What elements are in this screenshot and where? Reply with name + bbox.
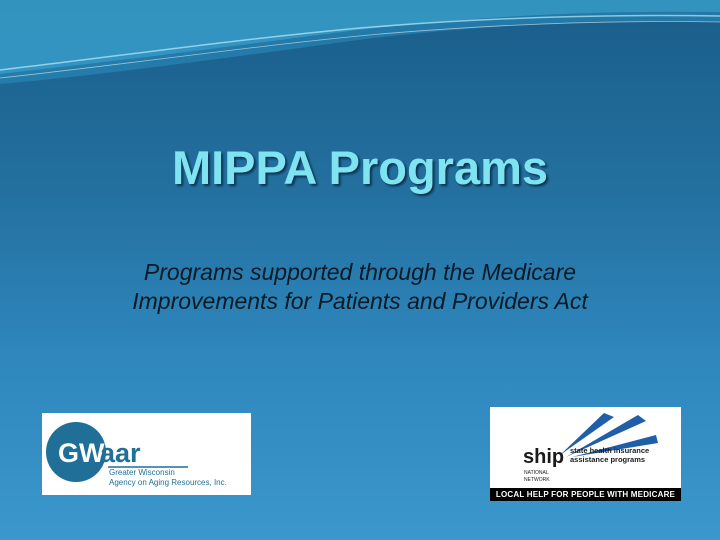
ship-network-2: NETWORK [524,477,550,483]
gwaar-mark-left: GW [58,438,105,468]
slide-title: MIPPA Programs [171,141,549,194]
ship-tagline-2: assistance programs [570,455,646,464]
ship-footer: LOCAL HELP FOR PEOPLE WITH MEDICARE [490,488,681,501]
ship-mark: ship [523,446,565,468]
header-wave-decoration [0,0,720,90]
gwaar-line-2: Agency on Aging Resources, Inc. [109,478,227,487]
subtitle-line-1: Programs supported through the Medicare [143,259,577,285]
ship-network-1: NATIONAL [524,470,549,476]
subtitle-line-2: Improvements for Patients and Providers Act [132,288,588,314]
gwaar-mark-right: aar [100,438,141,468]
slide-subtitle [60,258,660,316]
ship-logo [490,407,681,501]
gwaar-logo [42,413,251,495]
gwaar-line-1: Greater Wisconsin [109,468,175,477]
ship-tagline-1: state health insurance [570,446,650,455]
